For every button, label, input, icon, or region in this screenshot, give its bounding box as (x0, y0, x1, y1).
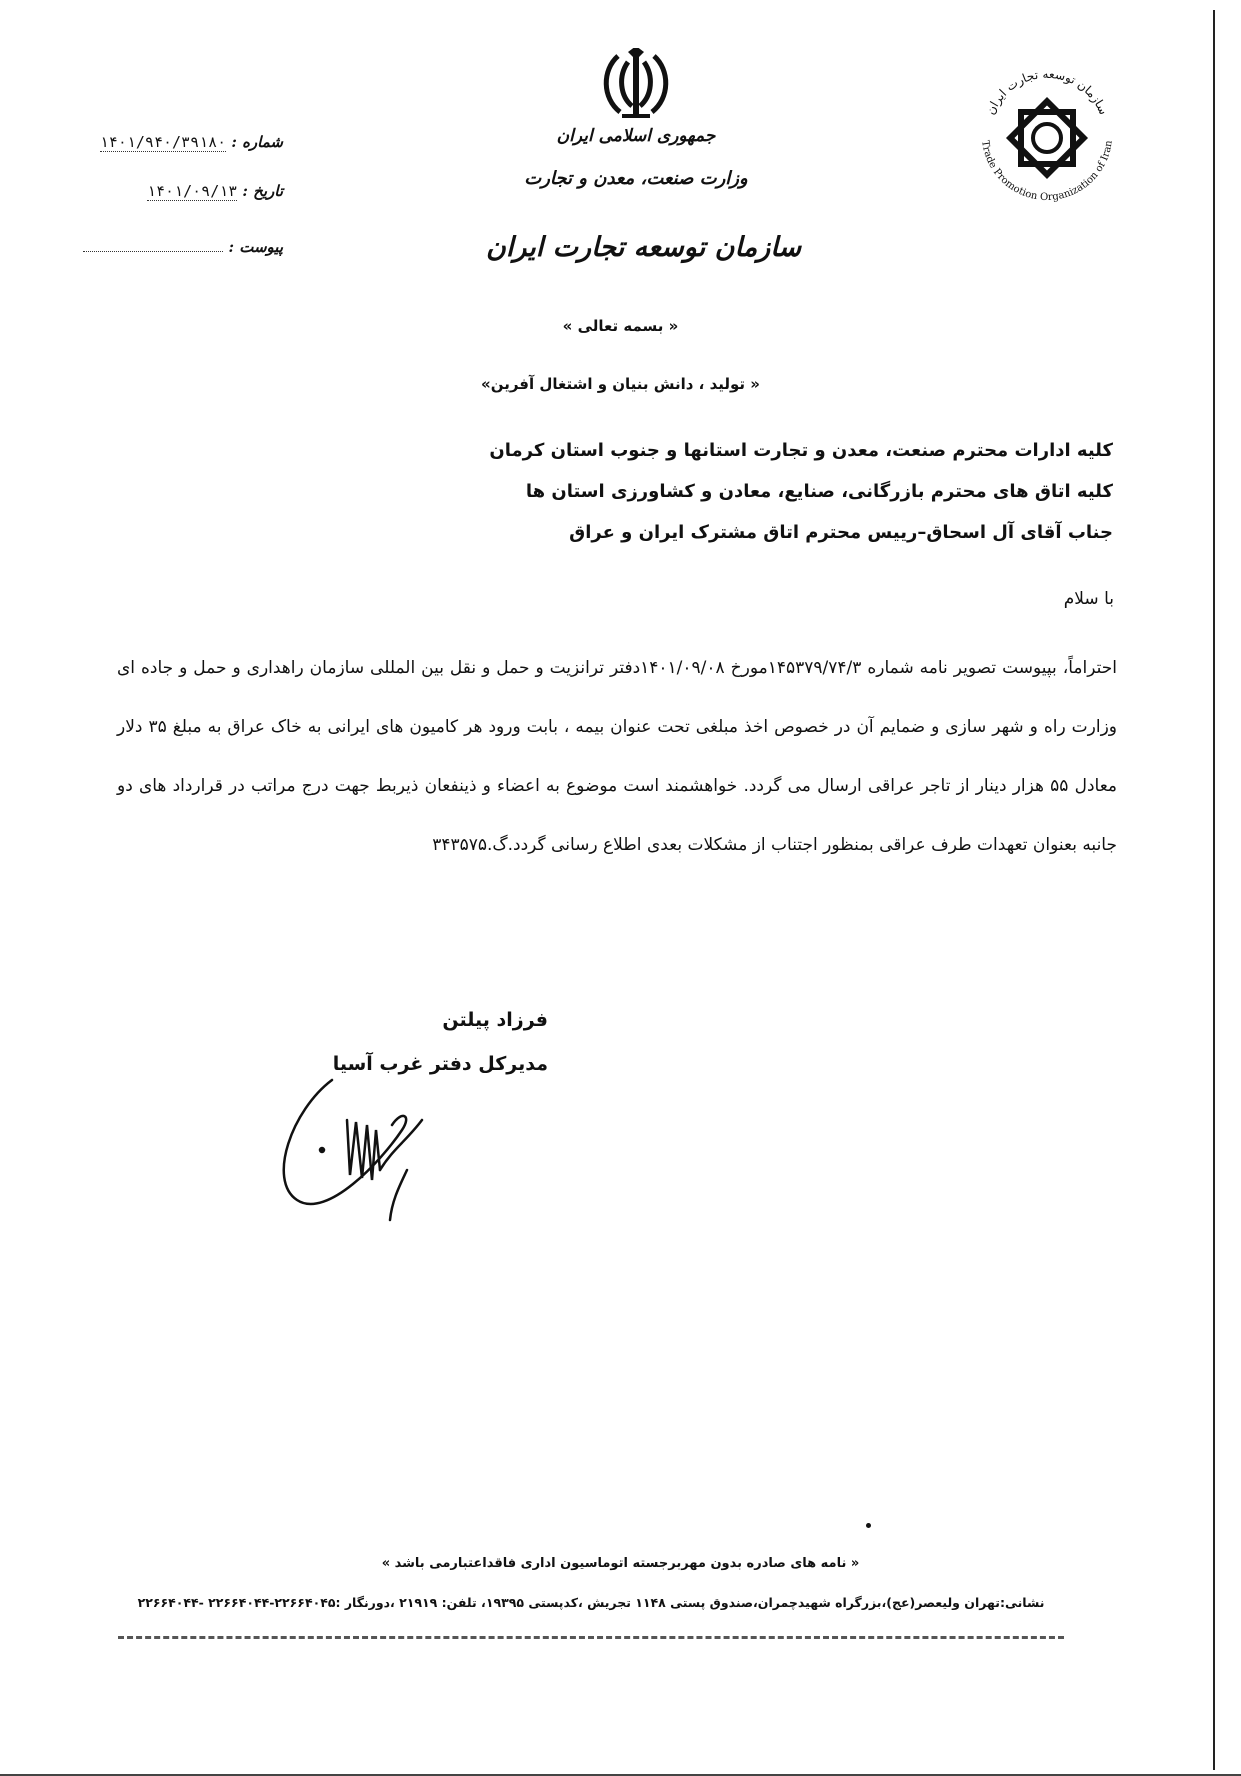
logo-ring-text: سازمان توسعه تجارت ایران (983, 66, 1111, 117)
recipients-list (353, 430, 1113, 553)
motto: « تولید ، دانش بنیان و اشتغال آفرین» (481, 375, 760, 393)
bismillah: « بسمه تعالی » (562, 317, 679, 335)
meta-attachment-value (83, 251, 223, 252)
meta-attachment-label: پیوست : (228, 238, 283, 256)
header-republic: جمهوری اسلامی ایران (556, 126, 716, 146)
recipient-line: جناب آقای آل اسحاق–رییس محترم اتاق مشترک ایران و عراق (569, 522, 1113, 543)
handwritten-signature (272, 1070, 452, 1230)
meta-attachment-row (18, 237, 283, 256)
meta-date-label: تاریخ : (242, 182, 283, 200)
national-emblem-icon (588, 48, 684, 122)
organization-logo-icon (972, 60, 1122, 210)
meta-date-row (18, 181, 283, 200)
footer-cut-line (118, 1636, 1064, 1642)
meta-number-row (18, 132, 283, 151)
recipient-line: کلیه اتاق های محترم بازرگانی، صنایع، معادن و کشاورزی استان ها (525, 481, 1113, 502)
meta-number-value: ۱۴۰۱/۹۴۰/۳۹۱۸۰ (99, 133, 227, 151)
meta-date-value: ۱۴۰۱/۰۹/۱۳ (146, 182, 238, 200)
header-organization: سازمان توسعه تجارت ایران (486, 232, 802, 263)
meta-number-label: شماره : (231, 133, 283, 151)
signer-name: فرزاد پیلتن (442, 1009, 548, 1031)
footer-notice: « نامه های صادره بدون مهربرجسته اتوماسیون اداری فاقداعتبارمی باشد » (381, 1556, 860, 1571)
greeting: با سلام (1063, 589, 1114, 609)
recipient-line: کلیه ادارات محترم صنعت، معدن و تجارت استانها و جنوب استان کرمان (489, 440, 1113, 461)
header-ministry: وزارت صنعت، معدن و تجارت (524, 168, 748, 189)
logo-ring-text-en: Trade Promotion Organization of Iran (979, 139, 1115, 204)
footer-address: نشانی:تهران ولیعصر(عج)،بزرگراه شهیدچمران،صندوق پستی ۱۱۴۸ تجریش ،کدپستی ۱۹۳۹۵، تلفن: ۲۱۹۱۹ ،دورنگار :۲۲۶۶۴۰۴۵-۲۲۶۶۴۰۴۴ -۲۲۶۶۴۰۴۴ (137, 1595, 1045, 1610)
stray-mark (866, 1523, 871, 1528)
letter-body: احتراماً، بپیوست تصویر نامه شماره ۱۴۵۳۷۹/۷۴/۳مورخ ۱۴۰۱/۰۹/۰۸دفتر ترانزیت و حمل و نقل بین المللی سازمان راهداری و حمل و جاده ای وزارت راه و شهر سازی و ضمایم آن در خصوص اخذ مبلغی تحت عنوان بیمه ، بابت ورود هر کامیون های ایرانی به خاک عراق به مبلغ ۳۵ دلار معادل ۵۵ هزار دینار از تاجر عراقی ارسال می گردد. خواهشمند است موضوع به اعضاء و ذینفعان ذیربط جهت درج مراتب در قرارداد های دو جانبه بعنوان تعهدات طرف عراقی بمنظور اجتناب از مشکلات بعدی اطلاع رسانی گردد.گ.۳۴۳۵۷۵ (117, 658, 1117, 855)
signer-title: مدیرکل دفتر غرب آسیا (332, 1053, 548, 1075)
scan-edge (1213, 10, 1215, 1770)
